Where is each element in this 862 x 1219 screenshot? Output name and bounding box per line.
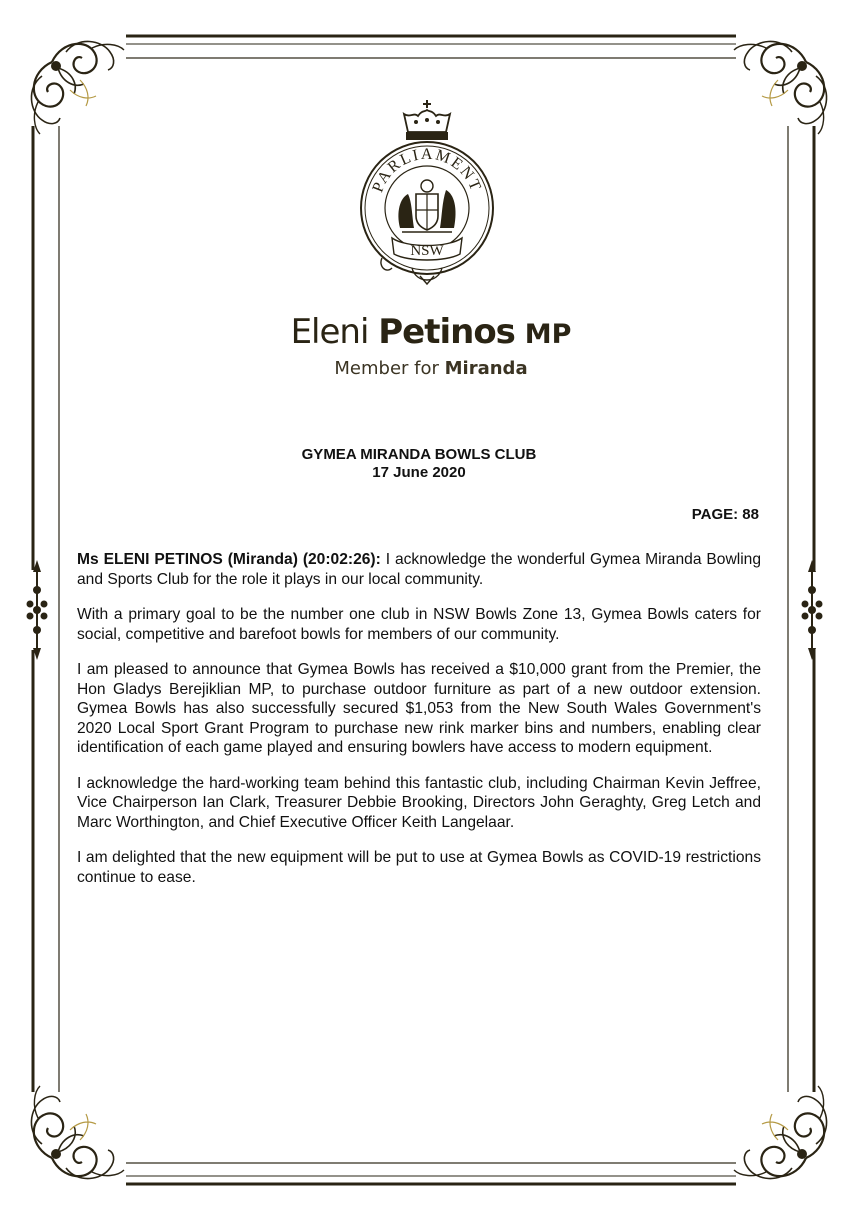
seal-state-text: NSW [410,243,444,259]
member-suffix: MP [524,319,572,350]
paragraph: I am delighted that the new equipment will be put to use at Gymea Bowls as COVID-19 restrictions continue to ease. [77,849,761,886]
member-subtitle-prefix: Member for [334,358,439,379]
member-first-name: Eleni [290,312,369,352]
member-electorate: Miranda [444,358,528,379]
document-date: 17 June 2020 [372,464,466,481]
document-heading [0,446,838,482]
speaker-label: Ms ELENI PETINOS (Miranda) (20:02:26): [77,551,381,568]
crown-icon [404,100,450,140]
member-last-name: Petinos [378,312,515,352]
member-name [0,312,862,352]
seal-arc-text: PARLIAMENT [369,145,485,195]
page-number: PAGE: 88 [691,506,759,523]
paragraph-text: I acknowledge the wonderful Gymea Miranda Bowling and Sports Club for the role it plays in our local community. [77,551,761,588]
document-title: GYMEA MIRANDA BOWLS CLUB [301,446,537,463]
paragraph: I acknowledge the hard-working team behind this fantastic club, including Chairman Kevin Jeffree, Vice Chairperson Ian Clark, Treasurer Debbie Brooking, Directors John Geraghty, Greg Letch and Marc Worthington, and Chief Executive Officer Keith Langelaar. [77,774,761,831]
parliament-nsw-crest [356,98,498,293]
paragraph [77,550,761,589]
paragraph: I am pleased to announce that Gymea Bowls has received a $10,000 grant from the Premier, the Hon Gladys Berejiklian MP, to purchase outdoor furniture as part of a new outdoor extension. Gymea Bowls has also successfully secured $1,053 from the New South Wales Government's 2020 Local Sport Grant Program to purchase new rink marker bins and numbers, enabling clear identification of each game played and ensuring bowlers have access to modern equipment. [77,661,761,756]
paragraph: With a primary goal to be the number one club in NSW Bowls Zone 13, Gymea Bowls caters for social, competitive and barefoot bowls for members of our community. [77,606,761,643]
speech-body [77,550,761,903]
member-subtitle [0,358,862,379]
